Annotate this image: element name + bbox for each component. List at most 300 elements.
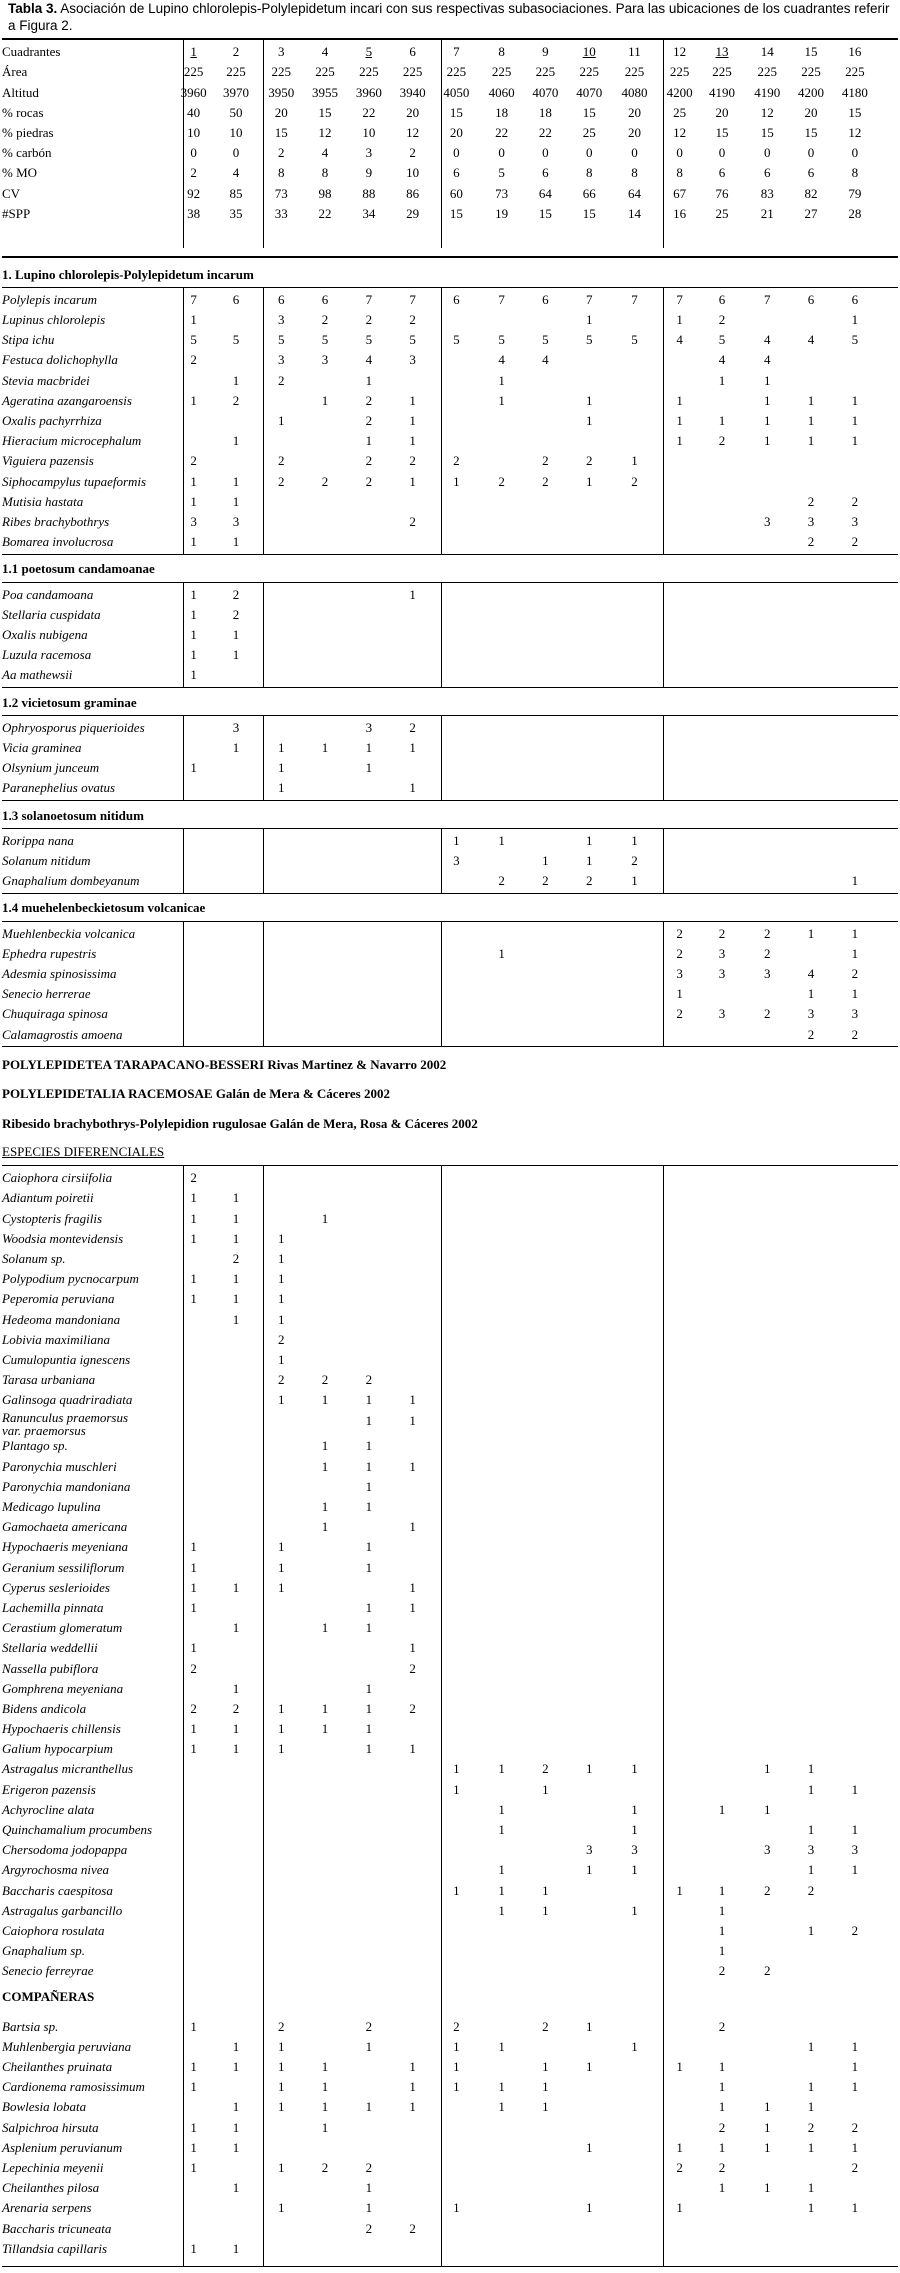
species-row-value: 2 [542,873,549,889]
species-row-value: 1 [321,2099,329,2115]
column-divider [183,715,184,800]
species-row-value: 3 [232,719,240,735]
env-row-value: 4 [321,145,329,161]
species-row-label: Gomphrena meyeniana [2,1680,124,1696]
species-row-value: 1 [232,1210,240,1226]
species-row-value: 1 [409,1412,416,1428]
species-row-value: 3 [676,966,683,982]
species-row-value: 2 [718,433,726,449]
species-row-label: Siphocampylus tupaeformis [2,473,147,489]
species-row-label: Hypochaeris chillensis [2,1721,121,1737]
species-row-value: 1 [190,534,197,550]
env-row-value: 15 [848,104,862,120]
species-row-value: 1 [232,2119,240,2135]
species-row-label: Ranunculus praemorsus var. praemorsus [2,1409,129,1438]
env-row-value: 15 [274,124,288,140]
env-row-value: 20 [627,104,641,120]
env-row-value: 10 [362,124,376,140]
env-row-value: 10 [406,165,420,181]
species-row-label: Lachemilla pinnata [2,1599,104,1615]
column-divider [663,715,664,800]
species-row-value: 2 [585,453,593,469]
env-row-value: 12 [406,124,420,140]
column-divider [263,38,264,248]
env-row-label: Área [2,64,28,80]
species-row-value: 1 [409,413,416,429]
species-row-value: 1 [277,2079,285,2095]
species-row-value: 1 [321,1700,329,1716]
species-row-value: 1 [498,1902,505,1918]
table-rule [2,582,898,583]
env-row-value: 15 [760,124,774,140]
species-row-label: Paronychia muschleri [2,1458,117,1474]
env-row-value: 15 [715,124,729,140]
species-row-label: Paronychia mandoniana [2,1478,131,1494]
species-row-value: 3 [409,352,416,368]
species-row-value: 1 [851,1822,859,1838]
column-divider [183,582,184,687]
env-row-value: 3960 [355,84,382,100]
species-row-value: 2 [718,2119,726,2135]
species-row-value: 1 [718,413,726,429]
species-row-value: 6 [321,291,329,307]
species-row-value: 1 [676,2200,683,2216]
env-row-value: 2 [190,165,197,181]
env-row-value: 10 [229,124,243,140]
species-row-label: Chuquiraga spinosa [2,1006,108,1022]
species-row-value: 1 [807,2038,815,2054]
caption-text: Asociación de Lupino chlorolepis-Polylepidetum incari con sus respectivas subasociaciones. Para las ubicaciones de los cuadrantes referir a Figura 2. [8,1,890,33]
species-row-value: 1 [232,1680,240,1696]
species-row-value: 1 [718,2079,726,2095]
species-row-value: 1 [453,2079,460,2095]
env-row-value: 8 [585,165,593,181]
species-row-value: 1 [321,1458,329,1474]
env-row-value: 20 [804,104,818,120]
env-row-value: 8 [676,165,683,181]
env-row-value: 0 [585,145,593,161]
species-row-value: 2 [676,1006,683,1022]
species-row-value: 2 [453,2018,460,2034]
env-row-value: 34 [362,205,376,221]
species-row-value: 3 [764,966,771,982]
species-row-value: 5 [851,332,859,348]
species-row-value: 1 [190,1579,197,1595]
env-row-value: 38 [187,205,201,221]
species-row-label: Polylepis incarum [2,291,97,307]
env-row-value: 9 [365,165,373,181]
species-row-value: 2 [498,473,505,489]
column-divider [441,1165,442,2266]
env-row-label: % piedras [2,124,54,140]
species-row-value: 1 [190,493,197,509]
env-row-value: 66 [582,185,596,201]
column-divider [663,287,664,554]
species-row-label: Galium hypocarpium [2,1741,113,1757]
species-row-value: 5 [631,332,638,348]
species-row-value: 1 [851,2200,859,2216]
species-row-value: 1 [718,1943,726,1959]
species-row-value: 2 [718,2160,726,2176]
species-row-value: 1 [190,1741,197,1757]
species-row-label: Olsynium junceum [2,760,100,776]
species-row-value: 5 [365,332,373,348]
species-row-value: 1 [277,1230,285,1246]
species-row-value: 1 [232,1311,240,1327]
species-row-label: Galinsoga quadriradiata [2,1392,133,1408]
env-row-value: 4080 [621,84,648,100]
species-row-label: Stellaria cuspidata [2,606,101,622]
section-title: 1.4 muehelenbeckietosum volcanicae [2,900,206,916]
species-row-value: 1 [851,1862,859,1878]
species-row-value: 1 [409,1599,416,1615]
env-row-value: 35 [229,205,243,221]
species-row-value: 1 [190,760,197,776]
species-row-value: 1 [232,627,240,642]
species-row-value: 1 [365,1539,373,1555]
species-row-value: 1 [807,1862,815,1878]
species-row-value: 5 [409,332,416,348]
env-row-value: 6 [807,165,815,181]
env-row-value: 20 [274,104,288,120]
env-row-value: 22 [362,104,376,120]
species-row-value: 1 [409,586,416,602]
env-row-value: 15 [804,124,818,140]
species-row-label: Tillandsia capillaris [2,2240,108,2256]
species-row-value: 1 [232,534,240,550]
species-row-value: 4 [676,332,683,348]
table-caption [8,0,892,34]
env-row-value: 12 [673,124,687,140]
env-row-value: 6 [542,165,549,181]
species-row-value: 3 [807,1006,815,1022]
column-divider [663,828,664,893]
species-row-value: 2 [585,873,593,889]
species-row-value: 1 [676,413,683,429]
table-rule [2,893,898,894]
env-row-label: % rocas [2,104,44,120]
species-row-value: 2 [807,534,815,550]
species-row-value: 1 [277,1721,285,1737]
species-row-label: Gnaphalium dombeyanum [2,873,140,889]
quadrant-number: 3 [277,44,285,60]
species-row-value: 1 [232,1579,240,1595]
env-row-value: 225 [757,64,777,80]
env-row-value: 83 [760,185,774,201]
env-row-value: 73 [495,185,509,201]
species-row-value: 1 [807,2200,815,2216]
species-row-label: Lobivia maximiliana [2,1331,110,1347]
species-row-value: 2 [851,2160,859,2176]
species-row-value: 1 [365,433,373,449]
species-row-value: 1 [676,1882,683,1898]
species-row-value: 1 [190,473,197,489]
species-row-value: 1 [321,1438,329,1454]
quadrant-number: 1 [190,44,197,60]
env-row-value: 22 [318,205,332,221]
species-row-value: 1 [190,667,197,683]
species-row-value: 1 [498,1862,505,1878]
species-row-value: 1 [542,1781,549,1797]
species-row-value: 1 [277,413,285,429]
table-rule [2,828,898,829]
species-row-value: 1 [321,1519,329,1535]
species-row-value: 1 [277,2200,285,2216]
species-row-value: 1 [321,2119,329,2135]
species-row-value: 1 [277,780,285,796]
env-row-value: 0 [764,145,771,161]
env-row-value: 0 [190,145,197,161]
species-row-value: 2 [409,453,416,469]
species-row-value: 2 [409,1700,416,1716]
env-row-value: 25 [715,205,729,221]
species-row-value: 1 [409,1579,416,1595]
env-row-value: 73 [274,185,288,201]
species-row-value: 1 [190,1539,197,1555]
species-row-value: 2 [277,1331,285,1347]
species-row-value: 1 [232,1741,240,1757]
species-row-value: 2 [365,413,373,429]
species-row-value: 1 [851,873,859,889]
species-row-value: 2 [718,925,726,941]
species-row-label: Paranephelius ovatus [2,780,116,796]
species-row-value: 1 [365,1680,373,1696]
species-row-value: 1 [365,1438,373,1454]
species-row-value: 3 [718,945,726,961]
env-row-value: 86 [406,185,420,201]
species-row-value: 5 [232,332,240,348]
species-row-value: 1 [585,2018,593,2034]
species-row-value: 2 [321,1372,329,1388]
species-row-value: 1 [718,1801,726,1817]
species-row-value: 1 [498,1801,505,1817]
column-divider [441,828,442,893]
species-row-label: Peperomia peruviana [2,1291,115,1307]
species-row-value: 1 [232,433,240,449]
species-row-value: 2 [365,2160,373,2176]
species-row-value: 1 [542,2059,549,2075]
species-row-value: 1 [321,1721,329,1737]
section-title: 1.2 vicietosum graminae [2,694,137,710]
section-title: 1. Lupino chlorolepis-Polylepidetum incarum [2,266,254,282]
species-row-value: 1 [498,832,505,848]
species-row-value: 2 [277,1372,285,1388]
species-row-value: 2 [851,1026,859,1042]
section-title: 1.3 solanoetosum nitidum [2,807,144,823]
table-rule [2,2266,898,2267]
env-row-value: 225 [402,64,423,80]
species-row-value: 1 [585,832,593,848]
species-row-value: 1 [232,473,240,489]
env-row-value: 14 [627,205,641,221]
species-row-value: 1 [277,2099,285,2115]
species-row-value: 2 [409,719,416,735]
env-row-value: 15 [582,205,596,221]
quadrant-number: 10 [582,44,596,60]
species-row-value: 3 [764,513,771,529]
column-divider [441,38,442,248]
species-row-value: 1 [409,1458,416,1474]
species-row-label: Geranium sessiliflorum [2,1559,125,1575]
species-row-label: Stellaria weddellii [2,1640,98,1656]
species-row-value: 1 [321,740,329,756]
species-row-value: 2 [365,312,373,328]
env-row-value: 98 [318,185,332,201]
env-row-value: 22 [495,124,509,140]
species-row-value: 4 [542,352,549,368]
species-row-value: 1 [232,2240,240,2256]
species-row-value: 6 [232,291,240,307]
species-row-value: 2 [409,1660,416,1676]
species-row-value: 3 [190,513,197,529]
species-row-value: 1 [232,493,240,509]
species-row-value: 1 [807,1822,815,1838]
quadrant-number: 6 [409,44,416,60]
table-rule [2,256,898,258]
species-row-value: 2 [764,945,771,961]
species-row-value: 1 [453,2200,460,2216]
quadrant-number: 12 [673,44,687,60]
species-row-value: 2 [764,1882,771,1898]
env-row-value: 225 [315,64,335,80]
quadrant-number: 13 [715,44,729,60]
species-row-value: 1 [321,392,329,408]
table-rule [2,715,898,716]
species-row-label: Plantago sp. [2,1438,68,1454]
column-divider [263,582,264,687]
species-row-value: 1 [321,2059,329,2075]
species-row-label: Medicago lupulina [2,1498,101,1514]
table-rule [2,38,898,40]
species-row-value: 1 [676,2059,683,2075]
species-row-value: 2 [807,493,815,509]
species-row-value: 1 [190,1271,197,1287]
env-row-value: 225 [845,64,865,80]
species-row-value: 1 [365,1478,373,1494]
species-row-label: Asplenium peruvianum [2,2139,123,2155]
species-row-value: 1 [631,1801,638,1817]
species-row-value: 1 [365,1559,373,1575]
column-divider [263,715,264,800]
species-row-value: 1 [851,392,859,408]
species-row-label: Muehlenbeckia volcanica [2,925,136,941]
env-row-value: 12 [760,104,774,120]
species-row-value: 1 [585,2059,593,2075]
species-row-value: 1 [453,832,460,848]
species-row-value: 2 [542,2018,549,2034]
env-row-value: 4180 [841,84,868,100]
species-row-value: 1 [498,1822,505,1838]
species-row-value: 6 [542,291,549,307]
env-row-value: 12 [318,124,332,140]
column-divider [183,287,184,554]
species-row-label: Poa candamoana [2,586,94,602]
env-row-value: 4 [232,165,240,181]
env-row-value: 0 [542,145,549,161]
env-row-value: 10 [187,124,201,140]
column-divider [183,38,184,248]
species-row-label: Achyrocline alata [2,1801,95,1817]
species-row-value: 1 [277,1311,285,1327]
env-row-value: 4070 [532,84,559,100]
column-divider [441,287,442,554]
species-row-value: 1 [190,2059,197,2075]
env-row-value: 88 [362,185,376,201]
species-row-value: 1 [631,1822,638,1838]
env-row-value: 2 [409,145,416,161]
species-row-value: 4 [807,966,815,982]
species-row-value: 1 [631,1902,638,1918]
env-row-value: 225 [226,64,246,80]
species-row-label: Polypodium pycnocarpum [2,1271,139,1287]
species-row-value: 2 [851,534,859,550]
species-row-value: 1 [807,1781,815,1797]
env-row-value: 6 [453,165,460,181]
species-row-value: 1 [190,392,197,408]
species-row-value: 1 [807,1761,815,1777]
env-row-value: 0 [851,145,859,161]
column-divider [183,828,184,893]
species-row-value: 1 [851,2059,859,2075]
species-row-label: Erigeron pazensis [2,1781,96,1797]
species-row-value: 1 [676,986,683,1002]
species-row-value: 5 [453,332,460,348]
species-row-label: Hieracium microcephalum [2,433,142,449]
species-row-value: 1 [498,2038,505,2054]
species-row-value: 1 [764,413,771,429]
column-divider [441,582,442,687]
species-row-value: 1 [851,433,859,449]
species-row-value: 1 [365,1721,373,1737]
species-row-value: 1 [365,1741,373,1757]
species-row-label: Bidens andicola [2,1700,87,1716]
species-row-value: 1 [631,1862,638,1878]
species-row-label: Chersodoma jodopappa [2,1842,128,1858]
env-row-value: 33 [274,205,288,221]
species-row-label: Astragalus micranthellus [2,1761,134,1777]
species-row-value: 2 [277,2018,285,2034]
env-row-value: 4200 [798,84,825,100]
species-row-value: 4 [764,352,771,368]
species-row-value: 1 [365,760,373,776]
species-row-value: 1 [851,925,859,941]
species-row-label: Cerastium glomeratum [2,1620,123,1636]
species-row-value: 1 [498,372,505,388]
species-row-label: Lepechinia meyenii [2,2160,104,2176]
species-row-label: Astragalus garbancillo [2,1902,123,1918]
env-row-label: Altitud [2,84,39,100]
syntaxon-name: Ribesido brachybothrys-Polylepidion rugulosae Galán de Mera, Rosa & Cáceres 2002 [2,1115,478,1131]
species-row-value: 1 [232,1620,240,1636]
column-divider [263,828,264,893]
quadrant-number: 5 [365,44,373,60]
species-row-value: 2 [409,513,416,529]
env-row-value: 225 [579,64,599,80]
species-row-value: 1 [190,1721,197,1737]
species-row-value: 3 [232,513,240,529]
species-row-label: Ageratina azangaroensis [2,392,132,408]
env-row-value: 50 [229,104,243,120]
species-row-value: 1 [365,2038,373,2054]
quadrants-label: Cuadrantes [2,44,61,60]
species-row-value: 2 [764,925,771,941]
species-row-value: 6 [807,291,815,307]
species-row-value: 2 [764,1006,771,1022]
species-row-value: 1 [676,392,683,408]
species-row-value: 7 [498,291,505,307]
species-row-value: 1 [365,1498,373,1514]
quadrant-number: 2 [232,44,240,60]
